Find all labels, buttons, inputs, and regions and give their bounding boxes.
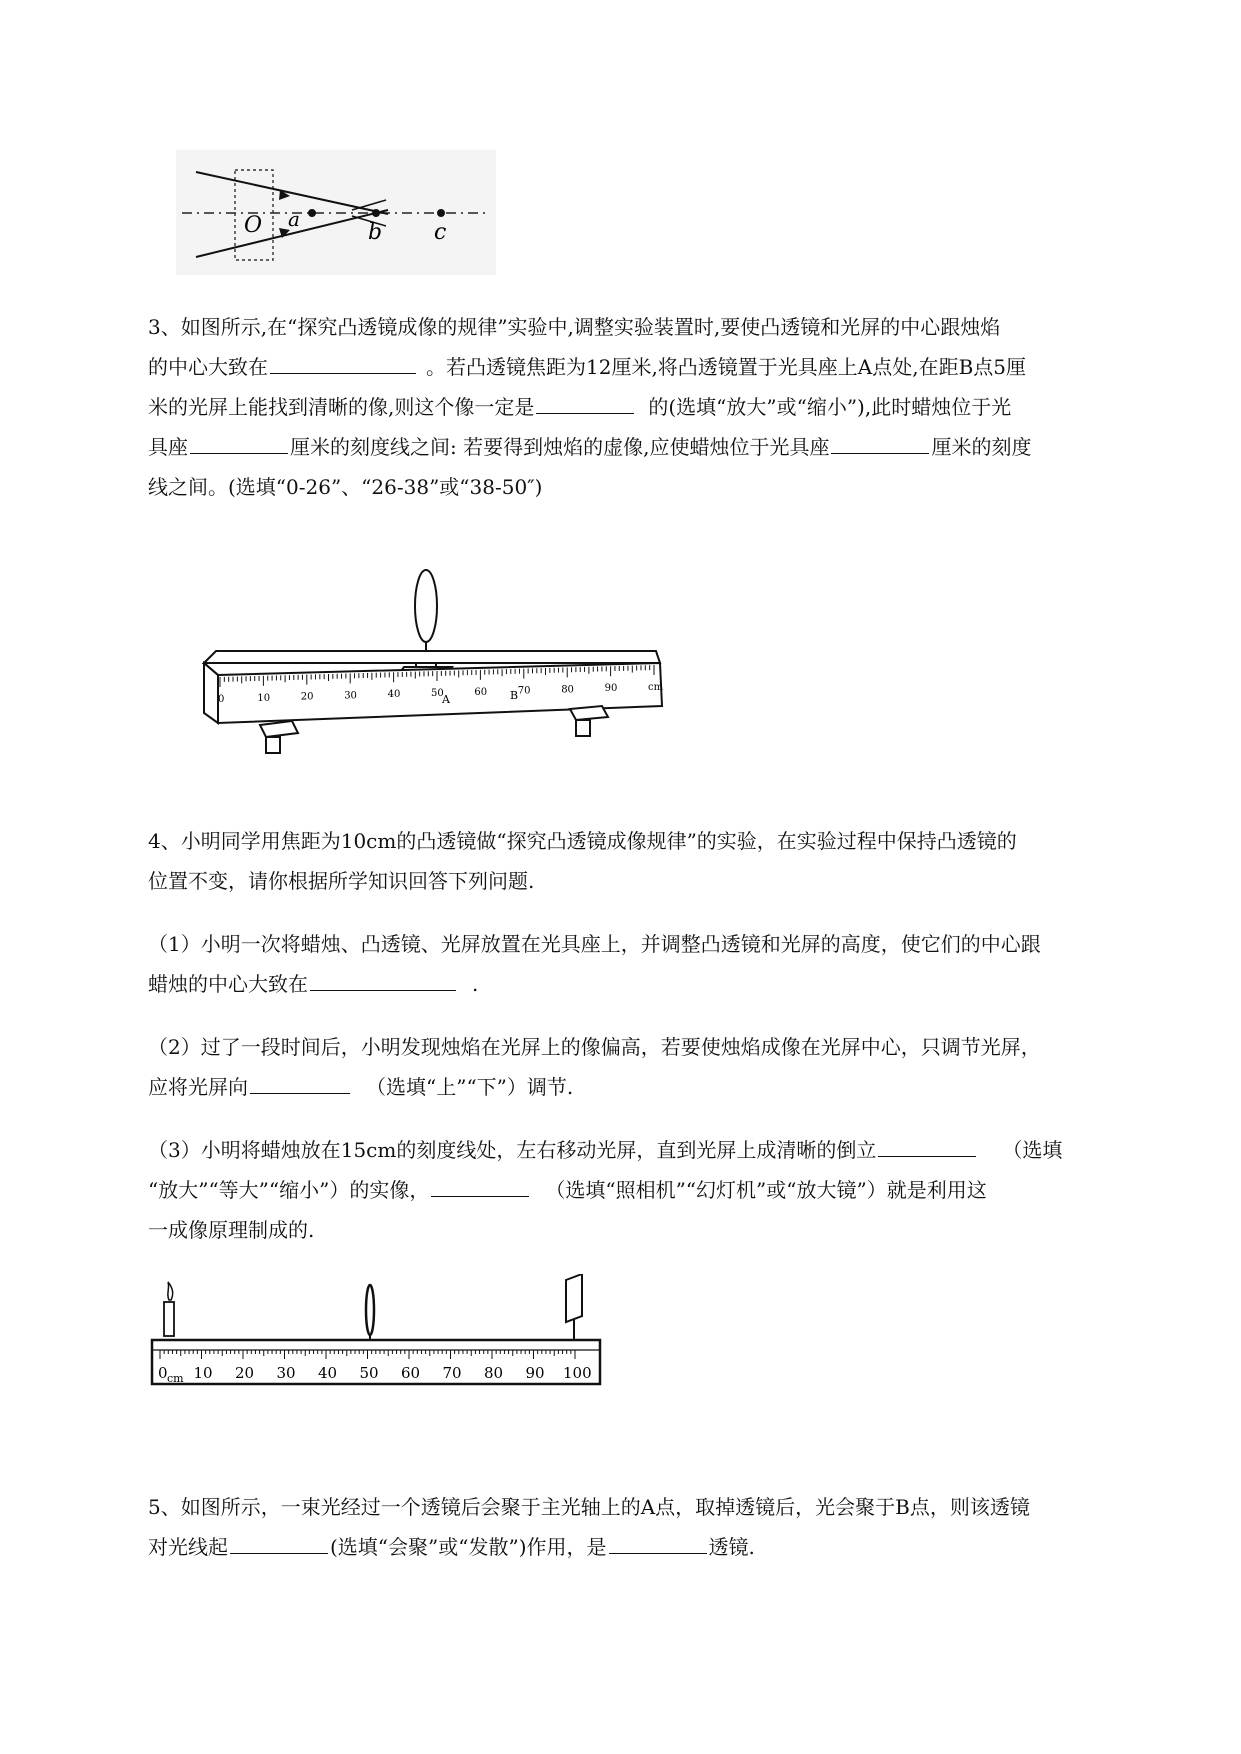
label-a: a: [288, 207, 300, 231]
label-c: c: [434, 220, 447, 245]
point-b-label: B: [510, 689, 519, 702]
answer-blank[interactable]: [431, 1195, 529, 1197]
q4-part-3: （3）小明将蜡烛放在15cm的刻度线处，左右移动光屏，直到光屏上成清晰的倒立 （选填 “放大”“等大”“缩小”）的实像， （选填“照相机”“幻灯机”或“放大镜”）就是利用这 一成像原理制成的.: [148, 1138, 1063, 1242]
answer-blank[interactable]: [609, 1552, 707, 1554]
lens-icon: [366, 1285, 374, 1335]
bench-tick-label: 40: [387, 689, 401, 701]
question-5: [148, 1487, 1128, 1567]
candle-flame-icon: [168, 1282, 173, 1300]
bench-tick-label: 60: [474, 686, 488, 698]
q5-number: 5、: [148, 1495, 181, 1519]
ruler-tick-label: 70: [442, 1364, 462, 1382]
optical-bench-diagram: [198, 563, 668, 758]
candle-icon: [164, 1302, 174, 1336]
bench-tick-label: 0: [218, 694, 225, 705]
point-c: [437, 209, 445, 217]
answer-blank[interactable]: [831, 452, 929, 454]
q3-line-2: 的中心大致在 。若凸透镜焦距为12厘米,将凸透镜置于光具座上A点处,在距B点5厘: [148, 355, 1027, 379]
lens-ray-figure: [176, 150, 496, 275]
ruler-tick-label: 100: [563, 1364, 592, 1382]
point-a-label: A: [442, 693, 450, 706]
q3-line-1: 3、如图所示,在“探究凸透镜成像的规律”实验中,调整实验装置时,要使凸透镜和光屏的中心跟烛焰: [148, 315, 1001, 339]
q4-intro-line-1: 4、小明同学用焦距为10cm的凸透镜做“探究凸透镜成像规律”的实验，在实验过程中保持凸透镜的: [148, 829, 1017, 853]
answer-blank[interactable]: [878, 1155, 976, 1157]
answer-blank[interactable]: [310, 989, 456, 991]
bench-tick-label: cm: [648, 682, 664, 693]
q3-line-3: 米的光屏上能找到清晰的像,则这个像一定是 的(选填“放大”或“缩小”),此时蜡烛位于光: [148, 395, 1012, 419]
bench-foot-right: [570, 706, 608, 720]
lens-icon: [415, 570, 437, 642]
q3-number: 3、: [148, 315, 181, 339]
point-a: [308, 209, 316, 217]
ruler-figure: [146, 1274, 606, 1404]
ruler-tick-label: 90: [525, 1364, 545, 1382]
ruler-tick-label: 30: [276, 1364, 296, 1382]
q5-line-2: 对光线起 (选填“会聚”或“发散”)作用，是 透镜.: [148, 1535, 755, 1559]
q5-line-1: 5、如图所示，一束光经过一个透镜后会聚于主光轴上的A点，取掉透镜后，光会聚于B点，则该透镜: [148, 1495, 1030, 1519]
optical-bench-figure: [198, 563, 668, 758]
point-b: [372, 209, 380, 217]
answer-blank[interactable]: [270, 372, 416, 374]
ruler-tick-label: 60: [401, 1364, 421, 1382]
label-o: O: [244, 213, 263, 238]
bench-tick-label: 90: [604, 683, 618, 695]
bench-tick-label: 30: [344, 690, 357, 702]
q3-line-5: 线之间。(选填“0-26”、“26-38”或“38-50″): [148, 475, 543, 499]
ruler-tick-label: 50: [359, 1364, 379, 1382]
bench-tick-label: 50: [431, 688, 444, 699]
bench-top: [204, 651, 660, 663]
bench-tick-label: 70: [517, 685, 531, 697]
q4-intro-line-2: 位置不变，请你根据所学知识回答下列问题.: [148, 869, 535, 893]
answer-blank[interactable]: [250, 1092, 350, 1094]
screen-icon: [566, 1274, 582, 1322]
ruler-tick-label: 40: [318, 1364, 338, 1382]
answer-blank[interactable]: [536, 412, 634, 414]
q3-line-4: 具座 厘米的刻度线之间: 若要得到烛焰的虚像,应使蜡烛位于光具座 厘米的刻度: [148, 435, 1032, 459]
ruler-zero-label: 0: [158, 1364, 168, 1382]
label-b: b: [368, 220, 383, 245]
question-4: [148, 821, 1128, 901]
question-3: [148, 307, 1128, 507]
bench-tick-label: 80: [561, 684, 574, 696]
q4-part-1: （1）小明一次将蜡烛、凸透镜、光屏放置在光具座上，并调整凸透镜和光屏的高度，使它们的中心跟 蜡烛的中心大致在 .: [148, 932, 1041, 996]
ruler-tick-label: 10: [193, 1364, 213, 1382]
ruler-tick-label: 80: [484, 1364, 504, 1382]
bench-tick-label: 10: [257, 692, 271, 704]
answer-blank[interactable]: [230, 1552, 328, 1554]
ruler-diagram: [146, 1274, 606, 1404]
q4-number: 4、: [148, 829, 181, 853]
bench-tick-label: 20: [300, 691, 314, 703]
ruler-unit-label: cm: [167, 1372, 184, 1385]
lens-ray-diagram: [176, 150, 496, 275]
bench-foot-left: [260, 721, 298, 737]
ray-cross-1: [352, 200, 386, 210]
q4-part-2: （2）过了一段时间后，小明发现烛焰在光屏上的像偏高，若要使烛焰成像在光屏中心，只调节光屏， 应将光屏向 （选填“上”“下”）调节.: [148, 1035, 1041, 1099]
answer-blank[interactable]: [190, 452, 288, 454]
ruler-tick-label: 20: [235, 1364, 255, 1382]
